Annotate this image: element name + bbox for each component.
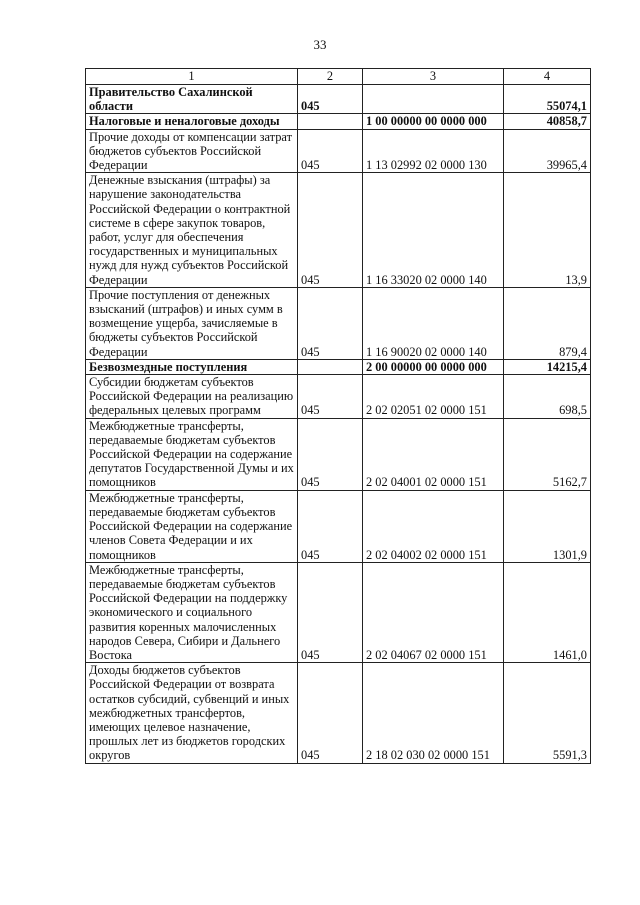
table-row: [86, 287, 591, 359]
page-number: 33: [313, 37, 327, 52]
row-name-cell: Прочие доходы от компенсации затрат бюджетов субъектов Российской Федерации: [86, 129, 298, 173]
row-budget-code-cell: 2 00 00000 00 0000 000: [363, 359, 504, 374]
row-org-code-cell: 045: [298, 287, 363, 359]
row-org-code-cell: 045: [298, 85, 363, 114]
row-sum-cell: 879,4: [504, 287, 591, 359]
row-budget-code-cell: 2 02 04002 02 0000 151: [363, 490, 504, 562]
table-row: [86, 375, 591, 419]
table-row: [86, 562, 591, 662]
header-cell-4: 4: [504, 69, 591, 85]
table-row: [86, 490, 591, 562]
row-sum-cell: 39965,4: [504, 129, 591, 173]
row-sum-cell: 14215,4: [504, 359, 591, 374]
row-budget-code-cell: 2 02 04067 02 0000 151: [363, 562, 504, 662]
row-sum-cell: 5591,3: [504, 663, 591, 763]
table-row: [86, 129, 591, 173]
row-budget-code-cell: 1 16 33020 02 0000 140: [363, 173, 504, 288]
table-header-row: [86, 69, 591, 85]
table-row: [86, 418, 591, 490]
row-sum-cell: 1301,9: [504, 490, 591, 562]
table-row: [86, 85, 591, 114]
row-org-code-cell: 045: [298, 173, 363, 288]
row-sum-cell: 1461,0: [504, 562, 591, 662]
row-sum-cell: 40858,7: [504, 114, 591, 129]
row-name-cell: Субсидии бюджетам субъектов Российской Федерации на реализацию федеральных целевых программ: [86, 375, 298, 419]
row-name-cell: Межбюджетные трансферты, передаваемые бюджетам субъектов Российской Федерации на содержание депутатов Государственной Думы и их помощников: [86, 418, 298, 490]
row-name-cell: Денежные взыскания (штрафы) за нарушение законодательства Российской Федерации о контрактной системе в сфере закупок товаров, работ, услуг для обеспечения государственных и муниципальных нужд для нужд субъектов Российской Федерации: [86, 173, 298, 288]
table-row: [86, 663, 591, 763]
row-sum-cell: 5162,7: [504, 418, 591, 490]
row-org-code-cell: 045: [298, 418, 363, 490]
row-name-cell: Доходы бюджетов субъектов Российской Федерации от возврата остатков субсидий, субвенций и иных межбюджетных трансфертов, имеющих целевое назначение, прошлых лет из бюджетов городских округов: [86, 663, 298, 763]
table-row: [86, 173, 591, 288]
row-org-code-cell: 045: [298, 490, 363, 562]
row-name-cell: Безвозмездные поступления: [86, 359, 298, 374]
header-cell-2: 2: [298, 69, 363, 85]
row-budget-code-cell: [363, 85, 504, 114]
row-org-code-cell: [298, 114, 363, 129]
row-name-cell: Налоговые и неналоговые доходы: [86, 114, 298, 129]
row-budget-code-cell: 1 00 00000 00 0000 000: [363, 114, 504, 129]
budget-table: [85, 68, 591, 764]
row-org-code-cell: 045: [298, 663, 363, 763]
row-budget-code-cell: 2 02 02051 02 0000 151: [363, 375, 504, 419]
table-row: [86, 359, 591, 374]
row-budget-code-cell: 1 16 90020 02 0000 140: [363, 287, 504, 359]
row-name-cell: Межбюджетные трансферты, передаваемые бюджетам субъектов Российской Федерации на содержание членов Совета Федерации и их помощников: [86, 490, 298, 562]
row-org-code-cell: 045: [298, 562, 363, 662]
row-sum-cell: 698,5: [504, 375, 591, 419]
header-cell-3: 3: [363, 69, 504, 85]
row-org-code-cell: [298, 359, 363, 374]
row-name-cell: Правительство Сахалинской области: [86, 85, 298, 114]
row-org-code-cell: 045: [298, 375, 363, 419]
row-sum-cell: 13,9: [504, 173, 591, 288]
row-name-cell: Межбюджетные трансферты, передаваемые бюджетам субъектов Российской Федерации на поддержку экономического и социального развития коренных малочисленных народов Севера, Сибири и Дальнего Востока: [86, 562, 298, 662]
row-budget-code-cell: 2 18 02 030 02 0000 151: [363, 663, 504, 763]
row-name-cell: Прочие поступления от денежных взысканий (штрафов) и иных сумм в возмещение ущерба, зачисляемые в бюджеты субъектов Российской Федерации: [86, 287, 298, 359]
row-org-code-cell: 045: [298, 129, 363, 173]
row-sum-cell: 55074,1: [504, 85, 591, 114]
row-budget-code-cell: 1 13 02992 02 0000 130: [363, 129, 504, 173]
table-row: [86, 114, 591, 129]
row-budget-code-cell: 2 02 04001 02 0000 151: [363, 418, 504, 490]
header-cell-1: 1: [86, 69, 298, 85]
